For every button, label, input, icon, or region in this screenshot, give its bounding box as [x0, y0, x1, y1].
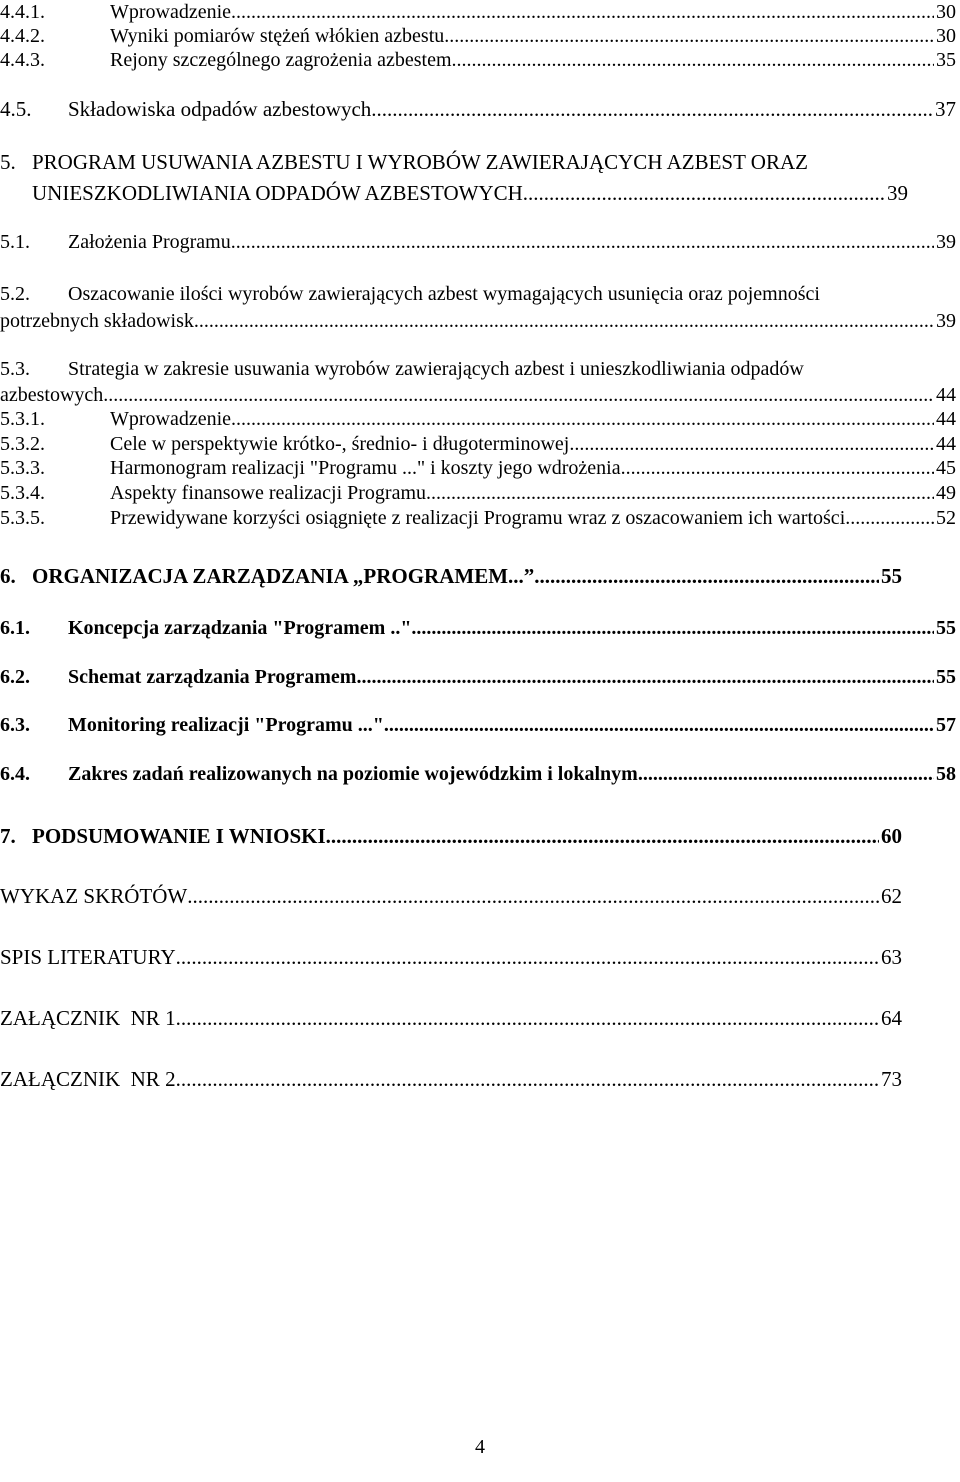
toc-leader-dots	[638, 763, 934, 786]
toc-entry-number: 5.3.1.	[0, 408, 45, 430]
toc-entry-4-4-3[interactable]	[0, 49, 956, 72]
toc-entry-page: 55	[936, 617, 956, 639]
toc-entry-title: Założenia Programu	[68, 231, 231, 253]
toc-entry-page: 39	[936, 310, 956, 332]
toc-leader-dots	[371, 97, 933, 122]
toc-leader-dots	[176, 945, 879, 970]
toc-entry-number: 5.3.4.	[0, 482, 45, 504]
toc-leader-dots	[176, 1006, 879, 1031]
toc-leader-dots	[326, 824, 879, 849]
toc-leader-dots	[850, 507, 934, 530]
toc-entry-5-3-4[interactable]	[0, 482, 956, 505]
toc-entry-6-1[interactable]	[0, 617, 956, 640]
toc-leader-dots	[231, 231, 934, 254]
toc-entry-5-line1[interactable]	[0, 150, 808, 175]
toc-entry-title: ZAŁĄCZNIK NR 2	[0, 1067, 176, 1091]
toc-entry-title: Zakres zadań realizowanych na poziomie wojewódzkim i lokalnym	[68, 763, 638, 785]
toc-entry-page: 30	[936, 1, 956, 23]
toc-entry-title: ORGANIZACJA ZARZĄDZANIA „PROGRAMEM...”	[32, 564, 535, 588]
toc-entry-title: Cele w perspektywie krótko-, średnio- i długoterminowej	[110, 433, 570, 455]
toc-entry-6-4[interactable]	[0, 763, 956, 786]
toc-entry-number: 6.1.	[0, 617, 30, 639]
toc-entry-5-line2[interactable]	[32, 181, 908, 206]
toc-entry-title: Wprowadzenie	[110, 408, 232, 430]
toc-leader-dots	[194, 310, 934, 333]
toc-leader-dots	[569, 433, 934, 456]
toc-entry-page: 73	[881, 1067, 902, 1091]
toc-entry-number: 6.4.	[0, 763, 30, 785]
toc-leader-dots	[534, 564, 879, 589]
toc-leader-dots	[103, 384, 934, 407]
toc-leader-dots	[426, 482, 934, 505]
toc-entry-title: Przewidywane korzyści osiągnięte z realizacji Programu wraz z oszacowaniem ich wartości.	[110, 507, 851, 529]
toc-entry-appendix-1[interactable]	[0, 1006, 902, 1031]
toc-leader-dots	[231, 408, 934, 431]
toc-leader-dots	[384, 714, 934, 737]
toc-entry-5-2-line2[interactable]	[0, 310, 956, 333]
toc-entry-page: 58	[936, 763, 956, 785]
toc-entry-page: 55	[881, 564, 902, 588]
toc-entry-5-3-5[interactable]	[0, 507, 956, 530]
toc-entry-abbreviations[interactable]	[0, 884, 902, 909]
toc-entry-5-3-line1[interactable]	[0, 358, 804, 381]
toc-entry-number: 6.3.	[0, 714, 30, 736]
toc-entry-4-4-2[interactable]	[0, 25, 956, 48]
toc-entry-number: 5.3.5.	[0, 507, 45, 529]
toc-entry-5-3-1[interactable]	[0, 408, 956, 431]
toc-entry-5-3-line2[interactable]	[0, 384, 956, 407]
toc-entry-title: Schemat zarządzania Programem	[68, 666, 357, 688]
toc-entry-page: 57	[936, 714, 956, 736]
toc-entry-number: 6.2.	[0, 666, 30, 688]
toc-entry-6-2[interactable]	[0, 666, 956, 689]
toc-entry-title: Monitoring realizacji "Programu ..."	[68, 714, 384, 736]
toc-entry-6-3[interactable]	[0, 714, 956, 737]
toc-entry-title: WYKAZ SKRÓTÓW	[0, 884, 188, 908]
toc-entry-page: 64	[881, 1006, 902, 1030]
toc-entry-number: 5.	[0, 150, 16, 174]
toc-entry-page: 39	[887, 181, 908, 205]
toc-entry-7[interactable]	[0, 824, 902, 849]
toc-leader-dots	[187, 884, 879, 909]
toc-leader-dots	[452, 49, 934, 72]
toc-leader-dots	[621, 457, 934, 480]
toc-entry-page: 63	[881, 945, 902, 969]
toc-entry-title: SPIS LITERATURY	[0, 945, 176, 969]
toc-entry-page: 49	[936, 482, 956, 504]
toc-entry-page: 45	[936, 457, 956, 479]
toc-entry-page: 39	[936, 231, 956, 253]
toc-entry-title: Harmonogram realizacji "Programu ..." i koszty jego wdrożenia	[110, 457, 621, 479]
toc-entry-title: PODSUMOWANIE I WNIOSKI	[32, 824, 326, 848]
toc-entry-page: 60	[881, 824, 902, 848]
toc-leader-dots	[411, 617, 934, 640]
toc-entry-number: 4.5.	[0, 97, 32, 121]
toc-entry-number: 6.	[0, 564, 16, 588]
toc-entry-4-4-1[interactable]	[0, 1, 956, 24]
toc-entry-title: Oszacowanie ilości wyrobów zawierających azbest wymagających usunięcia oraz pojemności	[68, 283, 820, 305]
toc-entry-title: PROGRAM USUWANIA AZBESTU I WYROBÓW ZAWIERAJĄCYCH AZBEST ORAZ	[32, 150, 808, 174]
toc-entry-title-continued: azbestowych	[0, 384, 104, 406]
toc-entry-number: 5.1.	[0, 231, 30, 253]
toc-entry-number: 4.4.1.	[0, 1, 45, 23]
toc-entry-title: Aspekty finansowe realizacji Programu	[110, 482, 427, 504]
toc-entry-number: 5.3.2.	[0, 433, 45, 455]
toc-entry-5-3-3[interactable]	[0, 457, 956, 480]
toc-entry-page: 55	[936, 666, 956, 688]
toc-leader-dots	[231, 1, 934, 24]
toc-entry-5-1[interactable]	[0, 231, 956, 254]
toc-entry-page: 35	[936, 49, 956, 71]
toc-leader-dots	[356, 666, 934, 689]
toc-entry-number: 5.3.	[0, 358, 30, 380]
toc-entry-title: Rejony szczególnego zagrożenia azbestem	[110, 49, 452, 71]
toc-entry-6[interactable]	[0, 564, 902, 589]
toc-entry-title-continued: UNIESZKODLIWIANIA ODPADÓW AZBESTOWYCH	[32, 181, 523, 205]
toc-entry-title: Wprowadzenie	[110, 1, 232, 23]
toc-entry-page: 62	[881, 884, 902, 908]
toc-entry-page: 44	[936, 408, 956, 430]
toc-entry-title: Składowiska odpadów azbestowych	[68, 97, 372, 121]
toc-entry-number: 5.3.3.	[0, 457, 45, 479]
toc-entry-5-2-line1[interactable]	[0, 283, 820, 306]
toc-entry-number: 4.4.3.	[0, 49, 45, 71]
toc-entry-title: Koncepcja zarządzania "Programem .."	[68, 617, 412, 639]
toc-entry-title-continued: potrzebnych składowisk	[0, 310, 194, 332]
toc-leader-dots	[523, 181, 885, 206]
toc-entry-number: 5.2.	[0, 283, 30, 305]
toc-entry-5-3-2[interactable]	[0, 433, 956, 456]
toc-leader-dots	[176, 1067, 879, 1092]
toc-entry-page: 52	[936, 507, 956, 529]
toc-leader-dots	[444, 25, 934, 48]
toc-entry-page: 30	[936, 25, 956, 47]
page-number: 4	[475, 1436, 485, 1458]
toc-entry-number: 4.4.2.	[0, 25, 45, 47]
toc-entry-title: Wyniki pomiarów stężeń włókien azbestu	[110, 25, 445, 47]
toc-entry-appendix-2[interactable]	[0, 1067, 902, 1092]
toc-entry-number: 7.	[0, 824, 16, 848]
toc-entry-page: 44	[936, 433, 956, 455]
toc-entry-bibliography[interactable]	[0, 945, 902, 970]
toc-entry-title: ZAŁĄCZNIK NR 1	[0, 1006, 176, 1030]
toc-entry-4-5[interactable]	[0, 97, 956, 122]
toc-entry-page: 44	[936, 384, 956, 406]
toc-entry-page: 37	[935, 97, 956, 121]
toc-entry-title: Strategia w zakresie usuwania wyrobów zawierających azbest i unieszkodliwiania odpadów	[68, 358, 804, 380]
